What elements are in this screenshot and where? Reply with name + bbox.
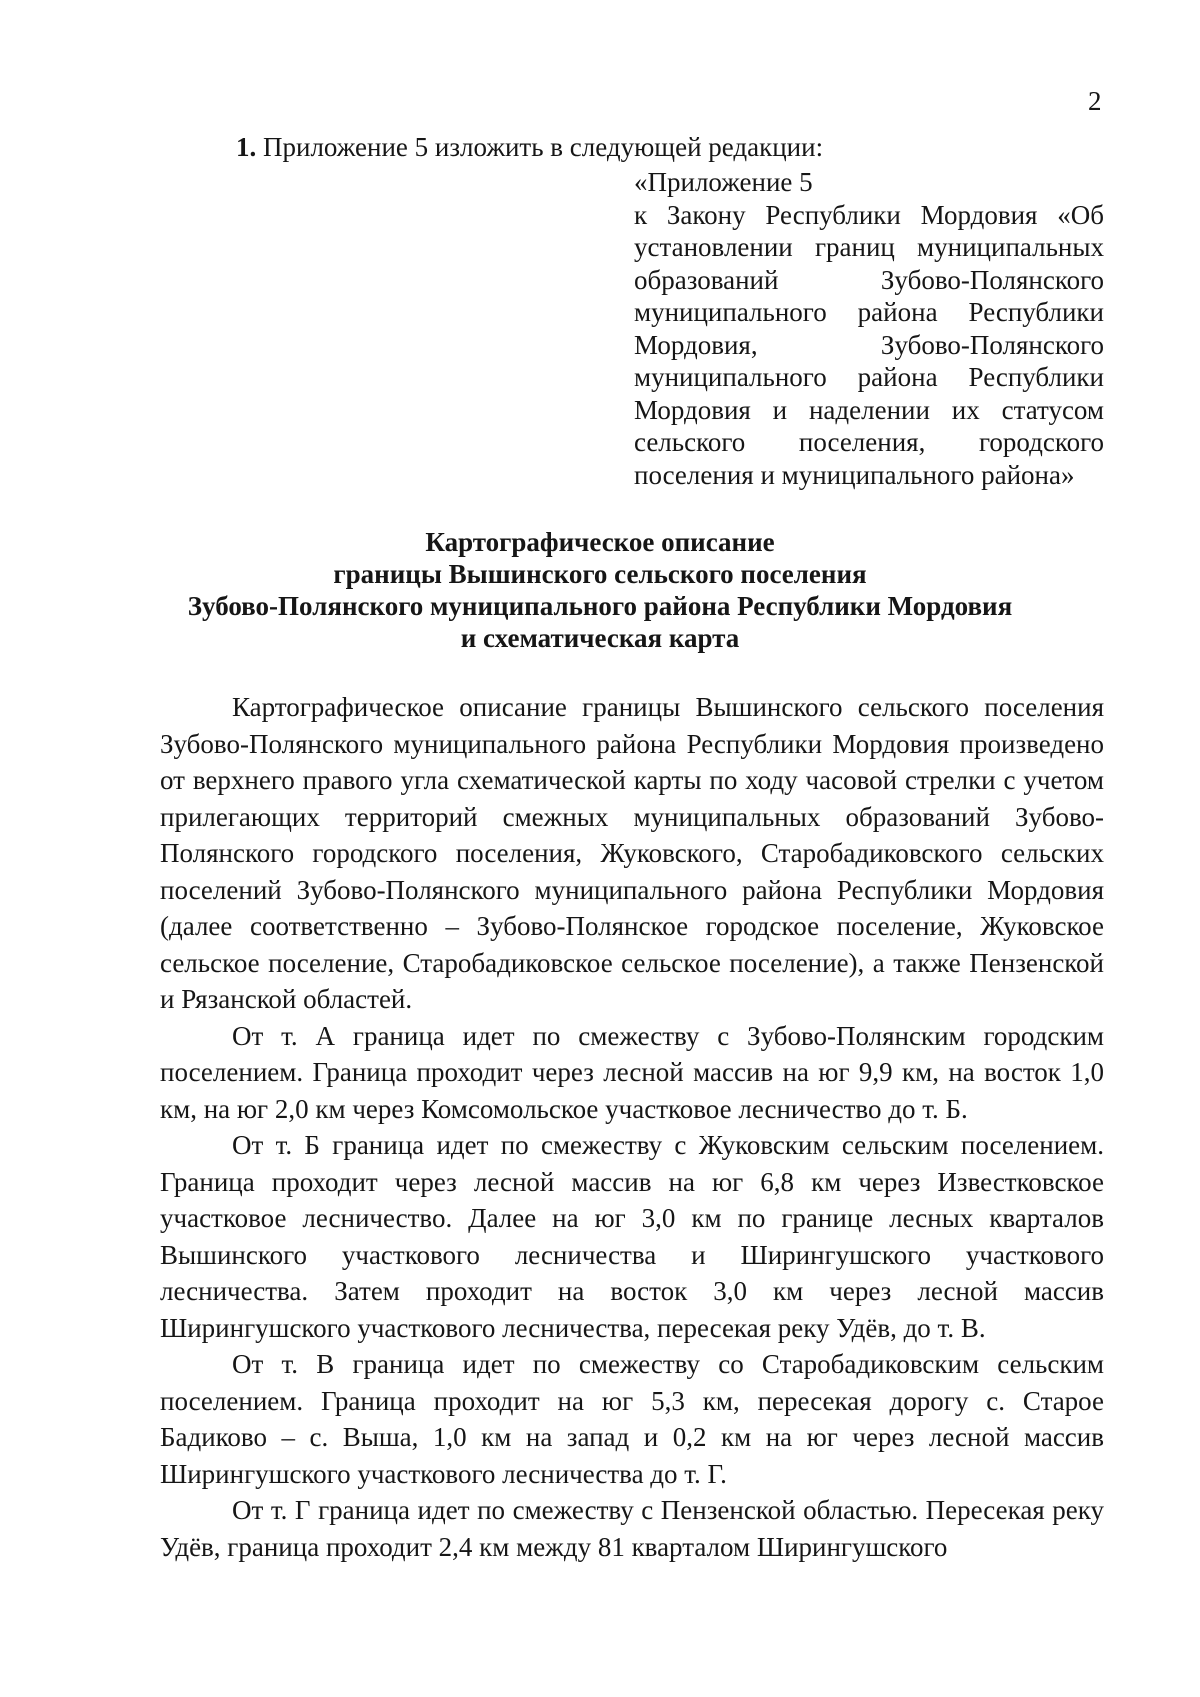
paragraph-point-b: От т. Б граница идет по смежеству с Жуковским сельским поселением. Граница проходит через лесной массив на юг 6,8 км через Известковское участковое лесничество. Далее на юг 3,0 км по границе лесных кварталов Вышинского участкового лесничества и Ширингушского участкового лесничества. Затем проходит на восток 3,0 км через лесной массив Ширингушского участкового лесничества, пересекая реку Удёв, до т. В.: [160, 1130, 1104, 1343]
paragraph-point-v: От т. В граница идет по смежеству со Старобадиковским сельским поселением. Граница проходит на юг 5,3 км, пересекая дорогу с. Старое Бадиково – с. Выша, 1,0 км на запад и 0,2 км на юг через лесной массив Ширингушского участкового лесничества до т. Г.: [160, 1349, 1104, 1489]
body-text: [160, 689, 1104, 1565]
section-title-line-4: и схематическая карта: [460, 623, 740, 653]
annex-law-reference: к Закону Республики Мордовия «Об установлении границ муниципальных образований Зубово-Полянского муниципального района Республики Мордовия, Зубово-Полянского муниципального района Республики Мордовия и наделении их статусом сельского поселения, городского поселения и муниципального района»: [634, 199, 1104, 490]
amendment-text: Приложение 5 изложить в следующей редакции:: [256, 132, 824, 162]
section-title-line-2: границы Вышинского сельского поселения: [333, 559, 867, 589]
section-title-line-1: Картографическое описание: [425, 527, 775, 557]
section-title: [0, 526, 1200, 654]
amendment-number: 1.: [236, 132, 257, 162]
annex-heading-block: [634, 166, 1104, 491]
annex-title: «Приложение 5: [634, 167, 813, 197]
paragraph-point-a: От т. А граница идет по смежеству с Зубово-Полянским городским поселением. Граница проходит через лесной массив на юг 9,9 км, на восток 1,0 км, на юг 2,0 км через Комсомольское участковое лесничество до т. Б.: [160, 1020, 1104, 1124]
paragraph-point-g: От т. Г граница идет по смежеству с Пензенской областью. Пересекая реку Удёв, граница проходит 2,4 км между 81 кварталом Ширингушского: [160, 1495, 1104, 1562]
paragraph-overview: Картографическое описание границы Вышинского сельского поселения Зубово-Полянского муниципального района Республики Мордовия произведено от верхнего правого угла схематической карты по ходу часовой стрелки с учетом прилегающих территорий смежных муниципальных образований Зубово-Полянского городского поселения, Жуковского, Старобадиковского сельских поселений Зубово-Полянского муниципального района Республики Мордовия (далее соответственно – Зубово-Полянское городское поселение, Жуковское сельское поселение, Старобадиковское сельское поселение), а также Пензенской и Рязанской областей.: [160, 692, 1104, 1014]
amendment-intro: [236, 130, 823, 164]
page-number: 2: [1088, 86, 1102, 116]
section-title-line-3: Зубово-Полянского муниципального района Республики Мордовия: [187, 591, 1013, 621]
